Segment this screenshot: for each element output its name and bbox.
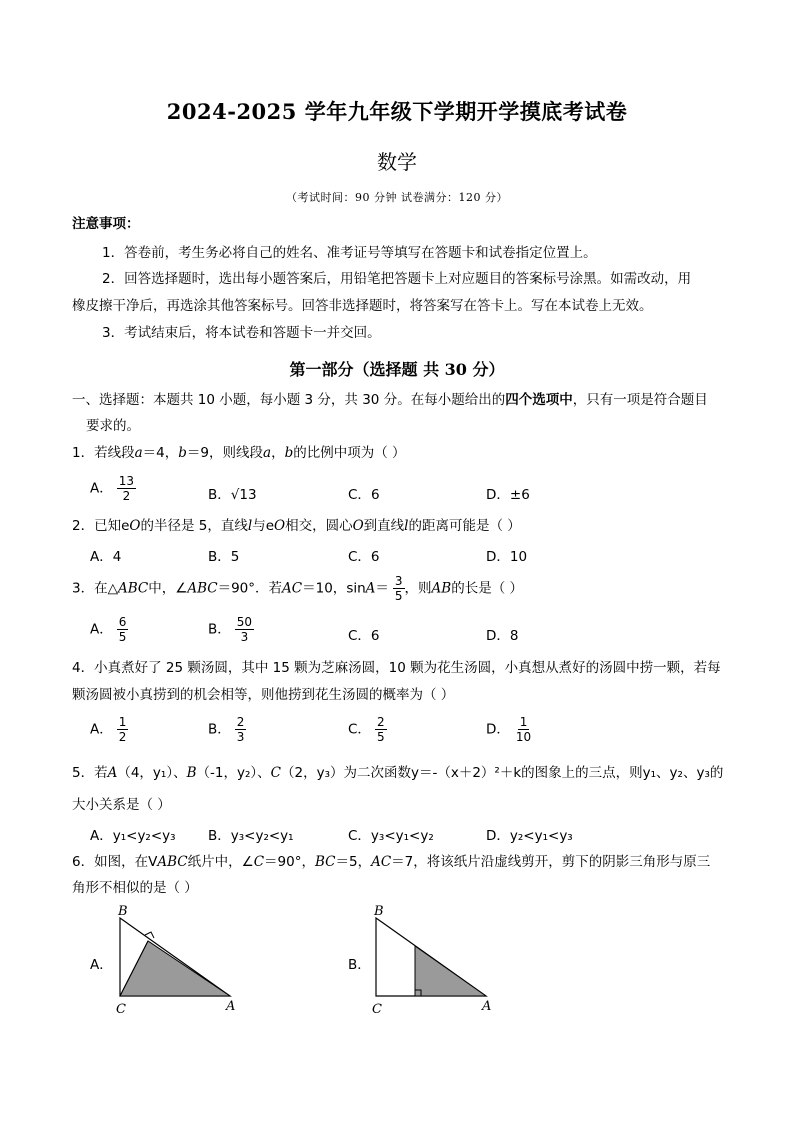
q6-var-c: C	[253, 854, 265, 870]
notice-heading: 注意事项：	[72, 216, 140, 232]
shaded-triangle	[415, 946, 486, 996]
q5-text-b: 的图象上的三点，则	[521, 765, 643, 781]
fraction-numerator: 2	[376, 715, 385, 729]
q6-var-abc: ABC	[157, 854, 188, 870]
q4-option-c[interactable]	[348, 715, 387, 744]
fraction-numerator: 50	[236, 615, 253, 629]
q6-option-a-figure[interactable]	[110, 902, 250, 1020]
q4-option-b-fraction	[235, 715, 247, 744]
q2-var-o2: O	[274, 518, 286, 534]
section-instruction	[72, 391, 708, 409]
q3-option-a[interactable]	[90, 615, 128, 644]
question-2-stem	[72, 517, 521, 535]
vertex-c-label: C	[372, 1002, 382, 1017]
q5-text-a: 5．若	[72, 765, 108, 781]
q4-option-c-fraction	[375, 715, 387, 744]
q3-var-ab: AB	[431, 580, 452, 597]
q5-point-c: C	[270, 765, 281, 781]
exam-title: 2024-2025 学年九年级下学期开学摸底考试卷	[166, 99, 628, 124]
q2-option-c[interactable]: C．6	[348, 549, 380, 565]
q2-text-i: 到直线	[363, 518, 405, 534]
fraction-denominator: 3	[236, 730, 245, 744]
q6-var-bc: BC	[314, 854, 336, 870]
exam-meta: （考试时间：90 分钟 试卷满分：120 分）	[286, 191, 508, 204]
q3-option-b[interactable]	[208, 615, 254, 644]
q4-option-a-fraction	[117, 715, 129, 744]
q6-var-ac: AC	[371, 854, 392, 870]
q5-point-a-coord: （4，y₁）、	[117, 765, 187, 781]
instr-part-c: ，只有一项是符合题目	[572, 392, 708, 408]
q1-option-d-value: ±6	[509, 487, 530, 503]
q3-option-a-fraction	[117, 615, 129, 644]
q3-text-c: 中，∠	[148, 580, 188, 597]
q3-option-b-fraction	[235, 615, 254, 644]
q3-option-a-label: A．	[90, 621, 113, 638]
q1-option-c[interactable]	[348, 483, 380, 503]
question-4-stem-line1: 4．小真煮好了 25 颗汤圆，其中 15 颗为芝麻汤圆，10 颗为花生汤圆，小真想从煮好的汤圆中捞一颗，若每	[72, 660, 721, 676]
q4-option-b-label: B．	[208, 721, 231, 738]
fraction-denominator: 3	[240, 630, 249, 644]
q3-text-eq: ＝	[375, 580, 389, 597]
instr-part-a: 一、选择题：本题共 10 小题，每小题 3 分，共 30 分。在每小题给出的	[72, 392, 506, 408]
question-3-stem	[72, 574, 523, 603]
instr-part-b: 四个选项中	[505, 392, 573, 408]
q1-var-b: b	[178, 445, 187, 461]
q5-option-a[interactable]: A．y₁<y₂<y₃	[90, 828, 176, 844]
q5-option-c[interactable]: C．y₃<y₁<y₂	[348, 828, 434, 844]
q6-option-b-label[interactable]: B．	[348, 957, 371, 973]
q3-var-abc: ABC	[117, 580, 149, 597]
fraction-denominator: 5	[394, 589, 403, 603]
q5-point-b: B	[186, 765, 197, 781]
q2-var-l: l	[247, 518, 253, 534]
fraction-numerator: 1	[519, 715, 528, 729]
q3-var-ac: AC	[282, 580, 303, 597]
q2-option-b[interactable]: B．5	[208, 549, 240, 565]
q5-function: y＝-（x＋2）²＋k	[410, 765, 522, 781]
q3-text-g: ＝10，	[302, 580, 347, 597]
fraction-denominator: 2	[122, 489, 131, 503]
q3-text-e: ＝90°．若	[217, 580, 283, 597]
question-5-stem-line1	[72, 764, 723, 782]
q1-text-c: ＝4，	[142, 445, 179, 461]
fraction-numerator: 6	[118, 615, 127, 629]
vertex-b-label: B	[118, 904, 128, 919]
q1-option-c-label: C．	[348, 487, 371, 503]
q6-option-b-figure[interactable]	[366, 902, 506, 1020]
q5-point-c-coord: （2，y₃）为二次函数	[280, 765, 411, 781]
q1-text-g: ，	[271, 445, 285, 461]
q2-text-g: 相交，圆心	[285, 518, 353, 534]
q2-option-d[interactable]: D．10	[486, 549, 528, 565]
q5-point-a: A	[107, 765, 118, 781]
q2-text-k: 的距离可能是（ ）	[408, 518, 521, 534]
q1-text-i: 的比例中项为（ ）	[293, 445, 406, 461]
q6-text-e: ＝90°，	[264, 854, 315, 870]
q3-text-k: ，则	[404, 580, 432, 597]
q6-text-a: 6．如图，在V	[72, 854, 158, 870]
q5-vars: y₁、y₂、y₃	[642, 765, 710, 781]
shaded-triangle	[120, 941, 230, 996]
question-4-stem-line2: 颗汤圆被小真捞到的机会相等，则他捞到花生汤圆的概率为（ ）	[72, 687, 455, 703]
q4-option-d-fraction	[514, 715, 533, 744]
q1-var-a: a	[134, 445, 143, 461]
q1-option-a[interactable]	[90, 474, 136, 503]
q1-text-e: ＝9，则线段	[186, 445, 263, 461]
q1-var-a2: a	[263, 445, 272, 461]
q5-option-d[interactable]: D．y₂<y₁<y₃	[486, 828, 573, 844]
q4-option-a[interactable]	[90, 715, 128, 744]
fraction-denominator: 2	[118, 730, 127, 744]
q1-option-b-label: B．	[208, 487, 231, 503]
q2-text-a: 2．已知e	[72, 518, 130, 534]
q2-option-a[interactable]: A．4	[90, 549, 122, 565]
vertex-c-label: C	[116, 1002, 126, 1017]
question-6-stem-line2: 角形不相似的是（ ）	[72, 880, 198, 896]
q1-option-a-fraction	[117, 474, 136, 503]
q5-option-b[interactable]: B．y₃<y₂<y₁	[208, 828, 294, 844]
notice-item-2-cont: 橡皮擦干净后，再选涂其他答案标号。回答非选择题时，将答案写在答卡上。写在本试卷上无效。	[72, 298, 653, 314]
q1-option-c-value: 6	[370, 487, 380, 503]
notice-item-3: 3．考试结束后，将本试卷和答题卡一并交回。	[102, 325, 381, 341]
question-6-stem-line1	[72, 853, 710, 871]
vertex-b-label: B	[374, 904, 384, 919]
q1-option-b-value: √13	[230, 487, 257, 503]
fraction-denominator: 5	[376, 730, 385, 744]
section-title: 第一部分（选择题 共 30 分）	[289, 360, 505, 379]
q1-var-b2: b	[284, 445, 294, 461]
q3-text-a: 3．在△	[72, 580, 118, 597]
q2-var-o: O	[129, 518, 141, 534]
fraction-numerator: 3	[394, 574, 403, 588]
q5-point-b-coord: （-1，y₂）、	[196, 765, 271, 781]
q6-text-c: 纸片中，∠	[187, 854, 254, 870]
q1-text-a: 1．若线段	[72, 445, 135, 461]
q4-option-d-label: D．	[486, 721, 510, 738]
q3-text-m: 的长是（ ）	[451, 580, 524, 597]
q1-option-d[interactable]	[486, 483, 530, 503]
q1-option-d-label: D．	[486, 487, 510, 503]
fraction-numerator: 1	[118, 715, 127, 729]
question-1-stem	[72, 444, 406, 462]
q4-option-b[interactable]	[208, 715, 246, 744]
q6-text-i: ＝7，将该纸片沿虚线剪开，剪下的阴影三角形与原三	[391, 854, 711, 870]
q2-text-c: 的半径是 5，直线	[140, 518, 248, 534]
q2-var-o3: O	[352, 518, 364, 534]
q1-option-a-label: A．	[90, 480, 113, 497]
section-instruction-cont: 要求的。	[86, 418, 140, 434]
q3-option-c[interactable]: C．6	[348, 628, 380, 644]
fraction-denominator: 5	[118, 630, 127, 644]
q4-option-a-label: A．	[90, 721, 113, 738]
q3-option-b-label: B．	[208, 621, 231, 638]
q3-option-d[interactable]: D．8	[486, 628, 519, 644]
q6-text-g: ＝5，	[335, 854, 372, 870]
q3-stem-fraction	[393, 574, 405, 603]
q6-option-a-label[interactable]: A．	[90, 957, 113, 973]
q2-var-l2: l	[404, 518, 409, 534]
q3-text-sin: sin	[346, 580, 366, 597]
q3-var-a: A	[365, 580, 376, 597]
q5-text-c: 的	[709, 765, 724, 781]
fraction-denominator: 10	[515, 730, 532, 744]
question-5-stem-line2: 大小关系是（ ）	[72, 797, 171, 813]
q2-text-e: 与e	[252, 518, 275, 534]
vertex-a-label: A	[226, 999, 236, 1014]
fraction-numerator: 13	[118, 474, 135, 488]
notice-item-1: 1．答卷前，考生务必将自己的姓名、准考证号等填写在答题卡和试卷指定位置上。	[102, 245, 597, 261]
q4-option-d[interactable]	[486, 715, 533, 744]
fraction-numerator: 2	[236, 715, 245, 729]
notice-item-2: 2．回答选择题时，选出每小题答案后，用铅笔把答题卡上对应题目的答案标号涂黑。如需改动，用	[102, 271, 692, 287]
q4-option-c-label: C．	[348, 721, 371, 738]
q3-var-abc2: ABC	[187, 580, 218, 597]
q1-option-b[interactable]	[208, 483, 257, 503]
vertex-a-label: A	[482, 999, 492, 1014]
exam-subject: 数学	[377, 150, 417, 174]
